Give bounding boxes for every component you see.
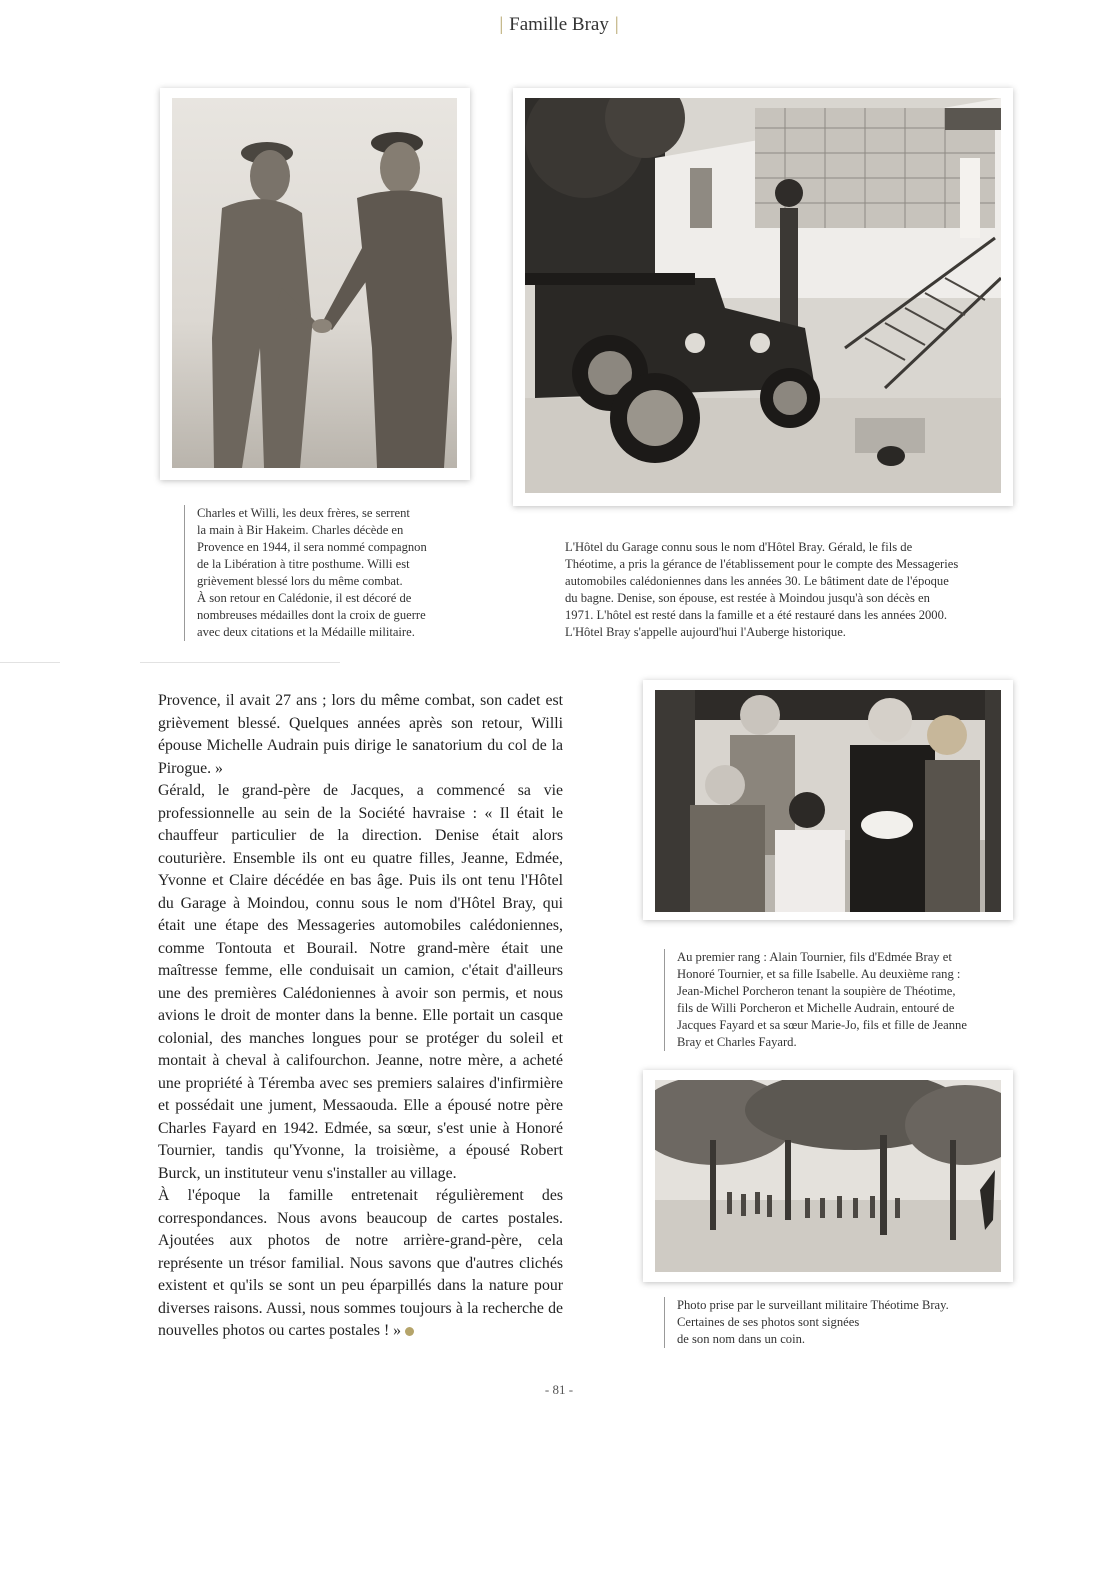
family-group-photo (655, 690, 1001, 912)
caption-trees: Photo prise par le surveillant militaire Théotime Bray. Certaines de ses photos sont signées de son nom dans un coin. (664, 1297, 1017, 1348)
divider-line (140, 662, 340, 663)
end-mark-icon (405, 1327, 414, 1336)
photo-frame-hotel (513, 88, 1013, 506)
divider-line (0, 662, 60, 663)
caption-family: Au premier rang : Alain Tournier, fils d'Edmée Bray et Honoré Tournier, et sa fille Isabelle. Au deuxième rang : Jean-Michel Porcheron tenant la soupière de Théotime, fils de Willi Porcheron et Michelle Audrain, entouré de Jacques Fayard et sa sœur Marie-Jo, fils et fille de Jeanne Bray et Charles Fayard. (664, 949, 1027, 1051)
trees-gathering-photo (655, 1080, 1001, 1272)
soldiers-photo (172, 98, 457, 468)
article-body (158, 690, 563, 1343)
page-number: - 81 - (544, 1382, 574, 1397)
caption-soldiers: Charles et Willi, les deux frères, se serrent la main à Bir Hakeim. Charles décède en Provence en 1944, il sera nommé compagnon de la Libération à titre posthume. Willi est grièvement blessé lors du même combat. À son retour en Calédonie, il est décoré de nombreuses médailles dont la croix de guerre avec deux citations et la Médaille militaire. (184, 505, 497, 641)
caption-hotel: L'Hôtel du Garage connu sous le nom d'Hôtel Bray. Gérald, le fils de Théotime, a pris la gérance de l'établissement pour le compte des Messageries automobiles calédoniennes dans les années 30. Le bâtiment date de l'époque du bagne. Denise, son épouse, est restée à Moindou jusqu'à son décès en 1971. L'hôtel est resté dans la famille et a été restauré dans les années 2000. L'Hôtel Bray s'appelle aujourd'hui l'Auberge historique. (565, 540, 959, 639)
header-title: Famille Bray (509, 14, 609, 35)
photo-frame-trees (643, 1070, 1013, 1282)
photo-frame-family (643, 680, 1013, 920)
body-paragraph: Provence, il avait 27 ans ; lors du même combat, son cadet est grièvement blessé. Quelques années après son retour, Willi épouse Michelle Audrain puis dirige le sanatorium du col de la Pirogue. » (158, 692, 563, 777)
photo-frame-soldiers (160, 88, 470, 480)
body-paragraph: À l'époque la famille entretenait régulièrement des correspondances. Nous avons beaucoup de cartes postales. Ajoutées aux photos de notre arrière-grand-père, cela représente un trésor familial. Nous savons que d'autres clichés existent et qu'ils se sont un peu éparpillés dans la nature pour diverses raisons. Aussi, nous sommes toujours à la recherche de nouvelles photos ou cartes postales ! » (158, 1187, 563, 1339)
body-paragraph: Gérald, le grand-père de Jacques, a commencé sa vie professionnelle au sein de la Société havraise : « Il était le chauffeur particulier de la direction. Denise était alors couturière. Ensemble ils ont eu quatre filles, Jeanne, Edmée, Yvonne et Claire décédée en bas âge. Puis ils ont tenu l'Hôtel du Garage à Moindou, connu sous le nom d'Hôtel Bray, qui était une étape des Messageries automobiles calédoniennes, comme Tontouta et Bourail. Notre grand-mère était une maîtresse femme, elle conduisait un camion, c'était d'ailleurs une des premières Calédoniennes à avoir son permis, et nous avions le droit de monter dans la benne. Elle portait un casque colonial, des manches longues pour se protéger du soleil et montait à cheval à califourchon. Jeanne, notre mère, a acheté une propriété à Téremba avec ses premiers salaires d'infirmière et possédait une jument, Messaouda. Elle a épousé notre père Charles Fayard en 1942. Edmée, sa sœur, s'est unie à Honoré Tournier, tandis qu'Yvonne, la troisième, a épousé Robert Burck, un instituteur venu s'installer au village. (158, 782, 563, 1182)
running-header: | Famille Bray | (499, 14, 619, 35)
hotel-garage-photo (525, 98, 1001, 493)
